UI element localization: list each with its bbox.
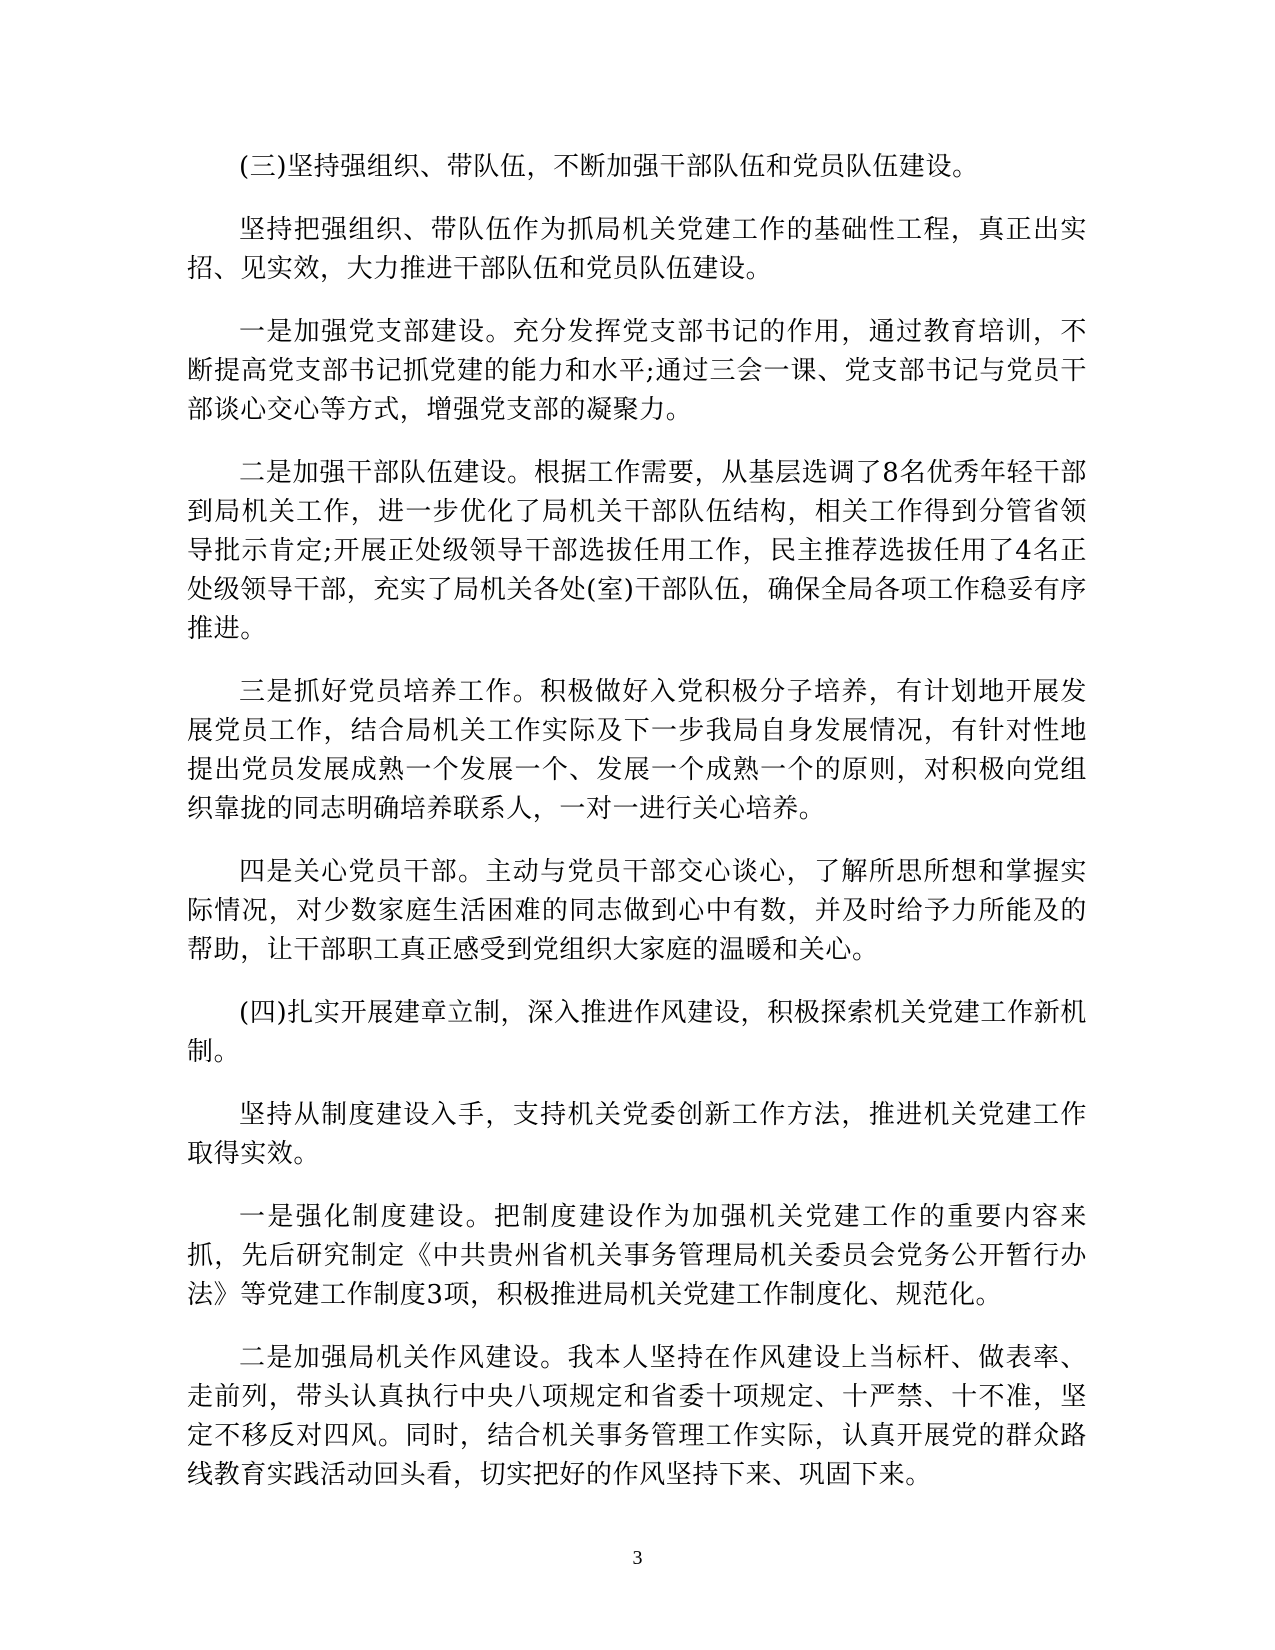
document-body [187,148,1087,1519]
paragraph: 三是抓好党员培养工作。积极做好入党积极分子培养，有计划地开展发展党员工作，结合局机关工作实际及下一步我局自身发展情况，有针对性地提出党员发展成熟一个发展一个、发展一个成熟一个的原则，对积极向党组织靠拢的同志明确培养联系人，一对一进行关心培养。 [187,677,1087,824]
paragraph: 一是强化制度建设。把制度建设作为加强机关党建工作的重要内容来抓，先后研究制定《中共贵州省机关事务管理局机关委员会党务公开暂行办法》等党建工作制度3项，积极推进局机关党建工作制度化、规范化。 [187,1202,1087,1310]
section-heading-four: (四)扎实开展建章立制，深入推进作风建设，积极探索机关党建工作新机制。 [187,998,1087,1067]
paragraph: 四是关心党员干部。主动与党员干部交心谈心，了解所思所想和掌握实际情况，对少数家庭生活困难的同志做到心中有数，并及时给予力所能及的帮助，让干部职工真正感受到党组织大家庭的温暖和关心。 [187,857,1087,965]
paragraph: 二是加强局机关作风建设。我本人坚持在作风建设上当标杆、做表率、走前列，带头认真执行中央八项规定和省委十项规定、十严禁、十不准，坚定不移反对四风。同时，结合机关事务管理工作实际，认真开展党的群众路线教育实践活动回头看，切实把好的作风坚持下来、巩固下来。 [187,1343,1087,1490]
paragraph: 二是加强干部队伍建设。根据工作需要，从基层选调了8名优秀年轻干部到局机关工作，进一步优化了局机关干部队伍结构，相关工作得到分管省领导批示肯定;开展正处级领导干部选拔任用工作，民主推荐选拔任用了4名正处级领导干部，充实了局机关各处(室)干部队伍，确保全局各项工作稳妥有序推进。 [187,458,1087,644]
paragraph: 坚持把强组织、带队伍作为抓局机关党建工作的基础性工程，真正出实招、见实效，大力推进干部队伍和党员队伍建设。 [187,215,1087,284]
paragraph: 坚持从制度建设入手，支持机关党委创新工作方法，推进机关党建工作取得实效。 [187,1100,1087,1169]
paragraph: 一是加强党支部建设。充分发挥党支部书记的作用，通过教育培训，不断提高党支部书记抓党建的能力和水平;通过三会一课、党支部书记与党员干部谈心交心等方式，增强党支部的凝聚力。 [187,317,1087,425]
section-heading-three: (三)坚持强组织、带队伍，不断加强干部队伍和党员队伍建设。 [239,152,979,182]
page-number: 3 [632,1547,643,1569]
